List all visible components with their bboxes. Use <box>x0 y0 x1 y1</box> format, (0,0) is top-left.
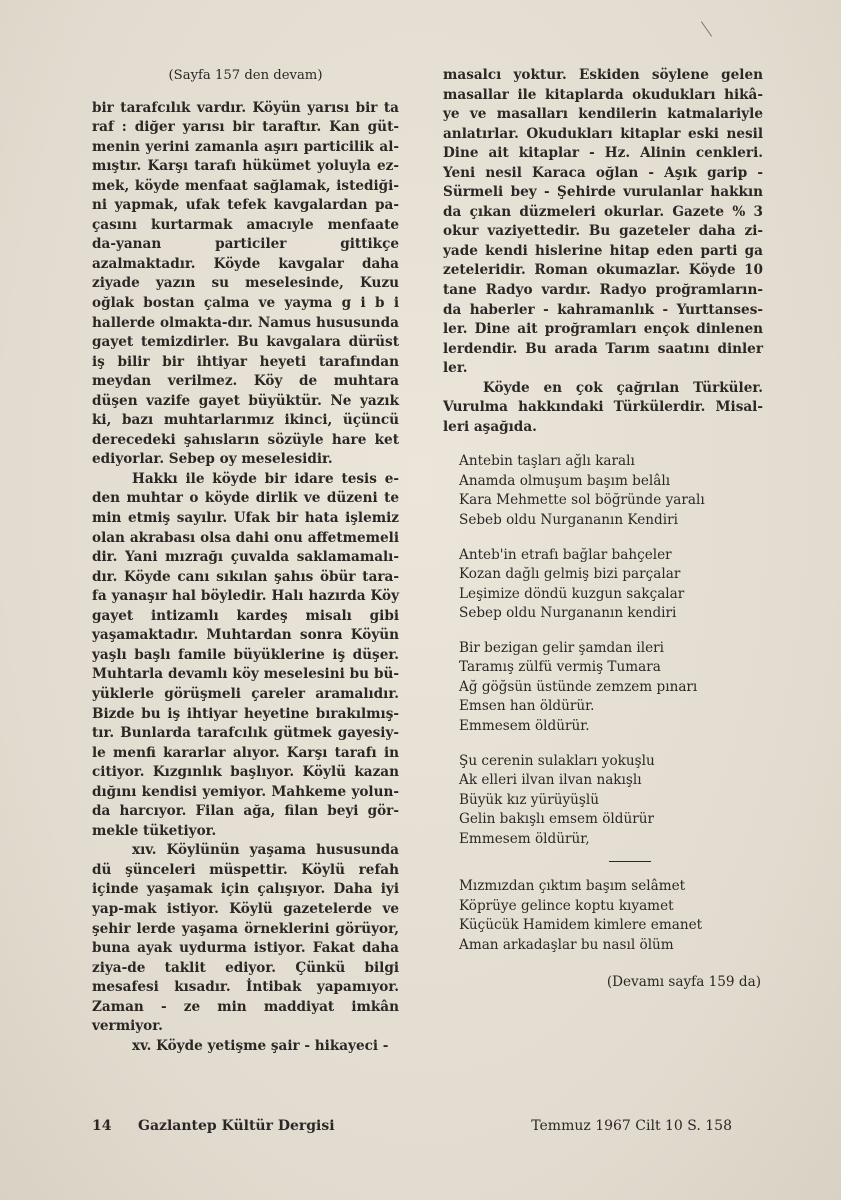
poem-line: Bir bezigan gelir şamdan ileri <box>459 639 664 656</box>
section-divider <box>609 861 651 862</box>
poem-line: Emmesem öldürür, <box>459 830 590 847</box>
right-column <box>443 66 763 993</box>
poem-stanza <box>459 546 763 624</box>
poem-line: Sebep oldu Nurgananın kendiri <box>459 605 677 622</box>
poem-line: Gelin bakışlı emsem öldürür <box>459 811 654 828</box>
poem-stanza <box>459 877 763 955</box>
poem-line: Leşimize döndü kuzgun sakçalar <box>459 585 685 602</box>
poem-line: Anamda olmuşum başım belâlı <box>459 472 671 489</box>
poem-line: Antebin taşları ağlı karalı <box>459 453 635 470</box>
poem-line: Köprüye gelince koptu kıyamet <box>459 897 674 914</box>
paragraph: Köyde en çok çağrılan Türküler. Vurulma hakkındaki Türkülerdir. Misal-leri aşağıda. <box>443 379 763 435</box>
poem-line: Sebeb oldu Nurgananın Kendiri <box>459 512 678 529</box>
paragraph: Hakkı ile köyde bir idare tesis e-den muhtar o köyde dirlik ve düzeni te min etmiş sayılır. Ufak bir hata işlemiz olan akrabası olsa dahi onu affetmemeli dir. Yani mızrağı çuvalda saklamamalı-dır. Köyde canı sıkılan şahıs öbür tara-fa yanaşır hal böyledir. Halı hazırda Köy gayet intizamlı kardeş misalı gibi yaşamaktadır. Muhtardan sonra Köyün yaşlı başlı famile büyüklerine iş düşer. Muhtarla devamlı köy meselesini bu bü-yüklerle görüşmeli çareler aramalıdır. Bizde bu iş ihtiyar heyetine bırakılmış-tır. Bunlarda tarafcılık gütmek gayesiy-le menfi kararlar alıyor. Karşı tarafı in citiyor. Kızgınlık başlıyor. Köylü kazan dığını kendisi yemiyor. Mahkeme yolun-da harcıyor. Filan ağa, filan beyi gör-mekle tüketiyor. <box>92 470 399 839</box>
poem-line: Anteb'in etrafı bağlar bahçeler <box>459 546 672 563</box>
poem-line: Büyük kız yürüyüşlü <box>459 791 600 808</box>
journal-title: Gazlantep Kültür Dergisi <box>138 1118 335 1134</box>
poem-line: Kara Mehmette sol böğründe yaralı <box>459 492 705 509</box>
poem-line: Ak elleri ilvan ilvan nakışlı <box>459 772 642 789</box>
folk-songs <box>459 452 763 955</box>
poem-stanza <box>459 452 763 530</box>
poem-line: Küçücük Hamidem kimlere emanet <box>459 917 703 934</box>
poem-stanza <box>459 639 763 737</box>
paper-mark <box>701 21 712 36</box>
paragraph: masalcı yoktur. Eskiden söylene gelen masallar ile kitaplarda okudukları hikâ-ye ve masalları kendilerin katmalariyle anlatırlar. Okudukları kitaplar eski nesil Dine ait kitaplar - Hz. Alinin cenkleri. Yeni nesil Karaca oğlan - Aşık garip - Sürmeli bey - Şehirde vurulanlar hakkın da çıkan düzmeleri okurlar. Gazete % 3 okur vaziyettedir. Bu gazeteler daha zi-yade kendi hislerine hitap eden parti ga zeteleridir. Roman okumazlar. Köyde 10 tane Radyo vardır. Radyo proğramların-da haberler - kahramanlık - Yurttanses-ler. Dine ait proğramları ençok dinlenen lerdendir. Bu arada Tarım saatını dinler ler. <box>443 67 763 377</box>
continued-from-note: (Sayfa 157 den devam) <box>168 68 323 83</box>
page-footer <box>92 1118 732 1134</box>
paragraph: xıv. Köylünün yaşama hususunda dü şünceleri müspettir. Köylü refah içinde yaşamak için çalışıyor. Daha iyi yap-mak istiyor. Köylü gazetelerde ve şehir lerde yaşama örneklerini görüyor, buna ayak uydurma istiyor. Fakat daha ziya-de taklit ediyor. Çünkü bilgi mesafesi kısadır. İntibak yapamıyor. Zaman - ze min maddiyat imkân vermiyor. <box>92 842 399 1035</box>
poem-line: Emsen han öldürür. <box>459 698 595 715</box>
paragraph: bir tarafcılık vardır. Köyün yarısı bir ta raf : diğer yarısı bir taraftır. Kan güt-menin yerini zamanla aşırı particilik al-mıştır. Karşı tarafı hükümet yoluyla ez-mek, köyde menfaat sağlamak, istediği-ni yapmak, ufak tefek kavgalardan pa-çasını kurtarmak amacıyle menfaate da-yanan particiler gittikçe azalmaktadır. Köyde kavgalar daha ziyade yazın su meselesinde, Kuzu oğlak bostan çalma ve yayma g i b i hallerde olmakta-dır. Namus hususunda gayet temizdirler. Bu kavgalara dürüst iş bilir bir ihtiyar heyeti tarafından meydan verilmez. Köy de muhtara düşen vazife gayet büyüktür. Ne yazık ki, bazı muhtarlarımız ikinci, üçüncü derecedeki şahısların sözüyle hare ket ediyorlar. Sebep oy meselesidir. <box>92 99 399 468</box>
continued-to-note: (Devamı sayfa 159 da) <box>606 974 761 991</box>
poem-line: Taramış zülfü vermiş Tumara <box>459 659 661 676</box>
poem-stanza <box>459 752 763 850</box>
issue-info: Temmuz 1967 Cilt 10 S. 158 <box>531 1118 732 1134</box>
poem-line: Şu cerenin sulakları yokuşlu <box>459 752 655 769</box>
left-column <box>92 66 399 1056</box>
paragraph: xv. Köyde yetişme şair - hikayeci - <box>132 1037 389 1054</box>
page-number: 14 <box>92 1118 112 1134</box>
poem-line: Aman arkadaşlar bu nasıl ölüm <box>459 936 674 953</box>
poem-line: Ağ göğsün üstünde zemzem pınarı <box>459 678 698 695</box>
poem-line: Mızmızdan çıktım başım selâmet <box>459 878 686 895</box>
poem-line: Kozan dağlı gelmiş bizi parçalar <box>459 566 681 583</box>
poem-line: Emmesem öldürür. <box>459 717 590 734</box>
